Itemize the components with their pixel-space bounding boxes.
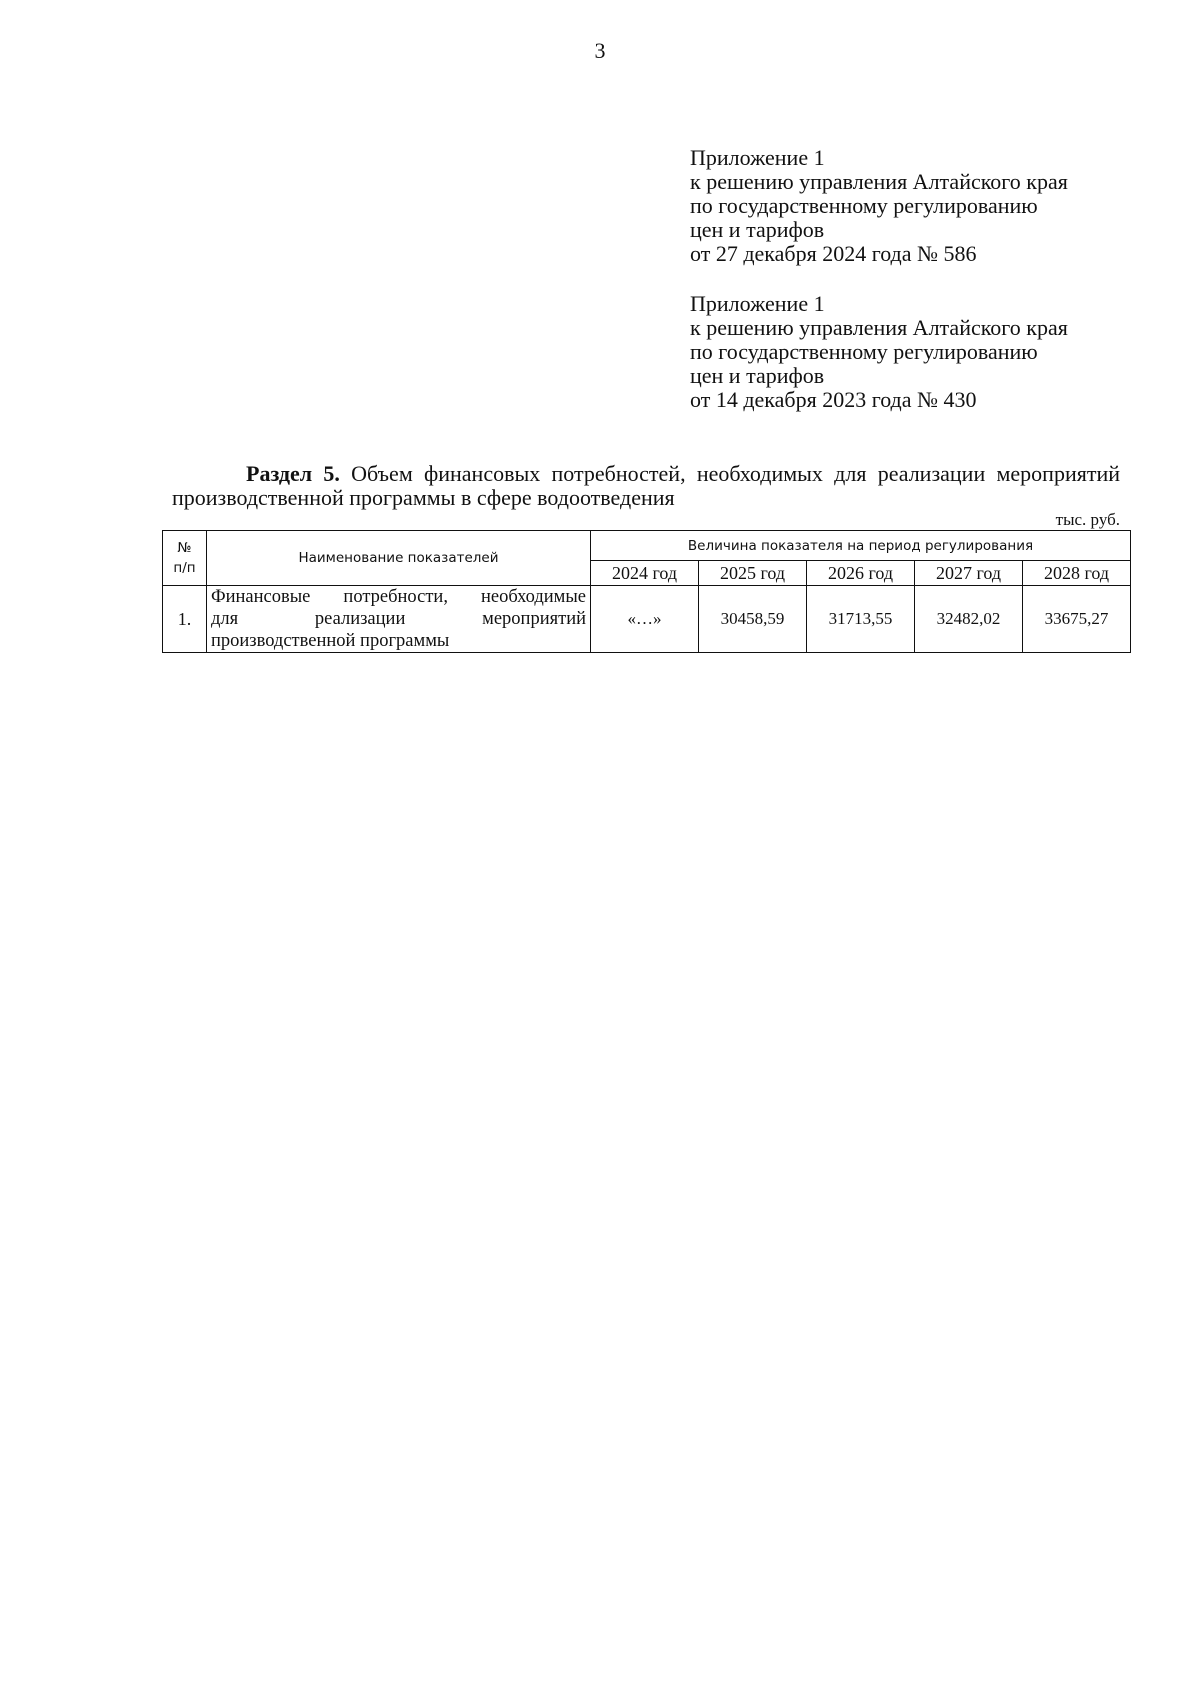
header-num-line1: № (177, 540, 192, 556)
table-row (163, 586, 1131, 653)
row-name (207, 586, 591, 653)
row-value: 33675,27 (1023, 586, 1131, 653)
section-title-text: Объем финансовых потребностей, необходимых для реализации мероприятий производственной программы в сфере водоотведения (172, 461, 1120, 510)
appendix-line: по государственному регулированию (690, 193, 1038, 218)
appendix-line: цен и тарифов (690, 363, 825, 388)
appendix-line: Приложение 1 (690, 145, 825, 170)
financial-needs-table (162, 530, 1131, 653)
header-year: 2027 год (915, 561, 1023, 586)
row-name-line: для реализации мероприятий (211, 609, 586, 629)
appendix-previous (690, 292, 1170, 412)
appendix-line: Приложение 1 (690, 291, 825, 316)
appendix-line: по государственному регулированию (690, 339, 1038, 364)
page-number: 3 (594, 38, 606, 63)
section-title (172, 462, 1120, 510)
row-value: 32482,02 (915, 586, 1023, 653)
row-name-line: Финансовые потребности, необходимые (211, 587, 586, 607)
appendix-line: к решению управления Алтайского края (690, 315, 1068, 340)
appendix-line: от 14 декабря 2023 года № 430 (690, 387, 977, 412)
section-label: Раздел 5. (246, 461, 340, 486)
header-year: 2025 год (699, 561, 807, 586)
appendix-line: цен и тарифов (690, 217, 825, 242)
appendix-current (690, 146, 1170, 266)
table-header-row (163, 531, 1131, 561)
header-name: Наименование показателей (207, 531, 591, 586)
row-value: 31713,55 (807, 586, 915, 653)
units-label: тыс. руб. (1055, 510, 1120, 529)
header-num-line2: п/п (173, 560, 196, 576)
appendix-line: к решению управления Алтайского края (690, 169, 1068, 194)
header-group: Величина показателя на период регулирования (591, 531, 1131, 561)
header-year: 2024 год (591, 561, 699, 586)
header-num (163, 531, 207, 586)
header-year: 2028 год (1023, 561, 1131, 586)
row-num: 1. (163, 586, 207, 653)
appendix-line: от 27 декабря 2024 года № 586 (690, 241, 977, 266)
row-value: 30458,59 (699, 586, 807, 653)
row-value: «…» (591, 586, 699, 653)
row-name-line: производственной программы (211, 631, 450, 651)
header-year: 2026 год (807, 561, 915, 586)
